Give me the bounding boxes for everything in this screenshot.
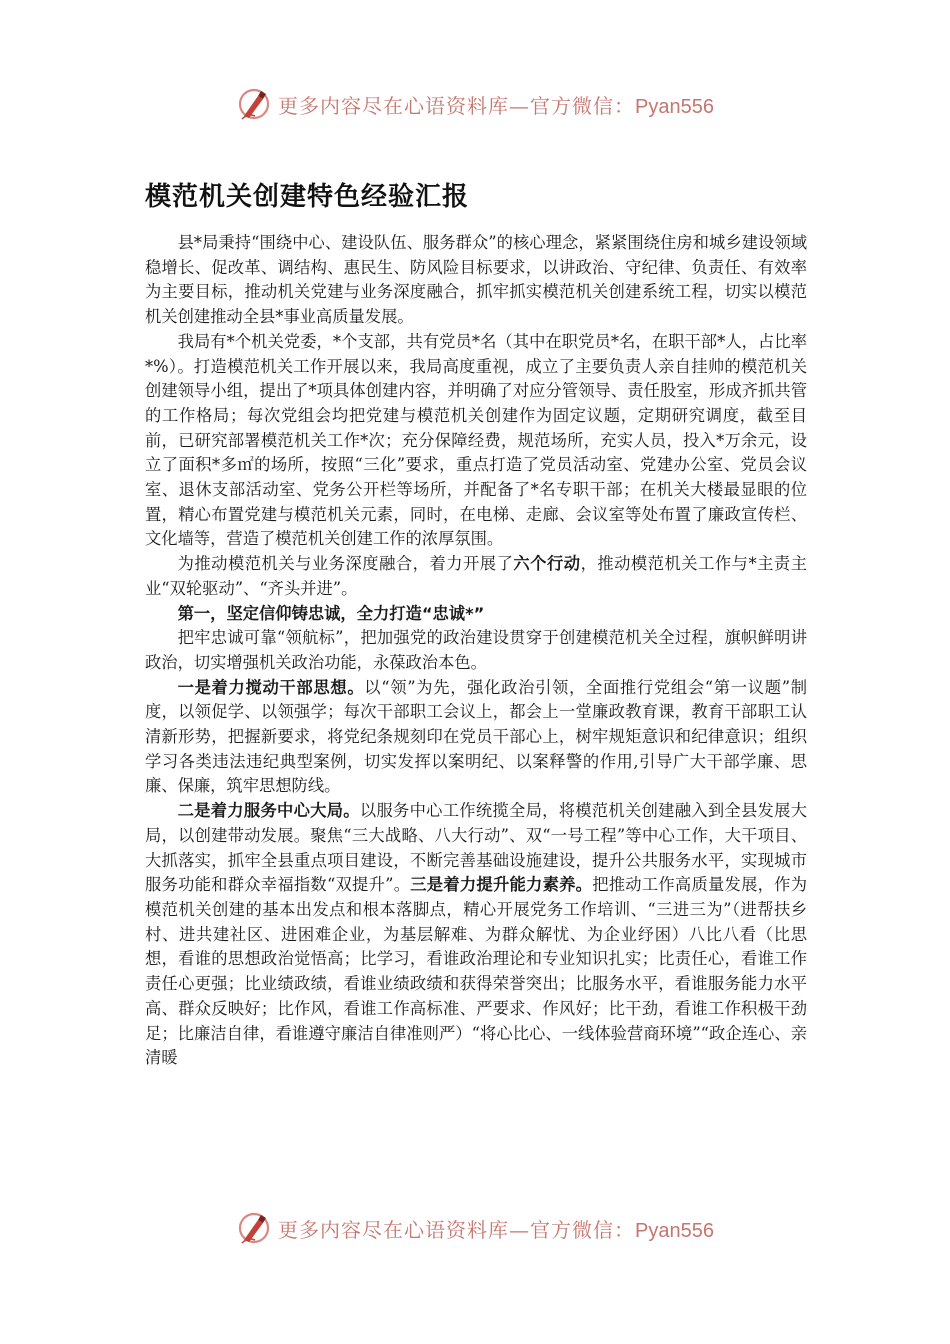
paragraph: 我局有*个机关党委，*个支部，共有党员*名（其中在职党员*名，在职干部*人，占比率*%）。打造模范机关工作开展以来，我局高度重视，成立了主要负责人亲自挂帅的模范机关创建领导小组，提出了*项具体创建内容，并明确了对应分管领导、责任股室，形成齐抓共管的工作格局；每次党组会均把党建与模范机关创建作为固定议题，定期研究调度，截至目前，已研究部署模范机关工作*次；充分保障经费，规范场所，充实人员，投入*万余元，设立了面积*多㎡的场所，按照“三化”要求，重点打造了党员活动室、党建办公室、党员会议室、退休支部活动室、党务公开栏等场所，并配备了*名专职干部；在机关大楼最显眼的位置，精心布置党建与模范机关元素，同时，在电梯、走廊、会议室等处布置了廉政宣传栏、文化墙等，营造了模范机关创建工作的浓厚氛围。 [145,331,807,549]
pen-logo-icon [236,1210,272,1246]
paragraph: 把牢忠诚可靠“领航标”，把加强党的政治建设贯穿于创建模范机关全过程，旗帜鲜明讲政治，切实增强机关政治功能，永葆政治本色。 [145,628,807,672]
paragraph: 二是着力服务中心大局。以服务中心工作统揽全局，将模范机关创建融入到全县发展大局，以创建带动发展。聚焦“三大战略、八大行动”、双“一号工程”等中心工作，大干项目、大抓落实，抓牢全县重点项目建设，不断完善基础设施建设，提升公共服务水平，实现城市服务功能和群众幸福指数“双提升”。三是着力提升能力素养。把推动工作高质量发展，作为模范机关创建的基本出发点和根本落脚点，精心开展党务工作培训、“三进三为”（进帮扶乡村、进共建社区、进困难企业，为基层解难、为群众解忧、为企业纾困）八比八看（比思想，看谁的思想政治觉悟高；比学习，看谁政治理论和专业知识扎实；比责任心，看谁工作责任心更强；比业绩政绩，看谁业绩政绩和获得荣誉突出；比服务水平，看谁服务能力水平高、群众反映好；比作风，看谁工作高标准、严要求、作风好；比干劲，看谁工作积极干劲足；比廉洁自律，看谁遵守廉洁自律准则严）“将心比心、一线体验营商环境”“政企连心、亲清暖 [145,801,807,1068]
banner-text: 更多内容尽在心语资料库—官方微信：Pyan556 [278,1217,714,1242]
pen-logo-icon [236,86,272,122]
header-watermark-banner [0,84,950,124]
footer-watermark-banner [0,1208,950,1248]
bold-phrase: 六个行动 [513,554,581,574]
section-heading: 第一，坚定信仰铸忠诚，全力打造“忠诚*” [177,603,485,623]
banner-text: 更多内容尽在心语资料库—官方微信：Pyan556 [278,93,714,118]
paragraph: 为推动模范机关与业务深度融合，着力开展了六个行动，推动模范机关工作与*主责主业“双轮驱动”、“齐头并进”。 [145,554,807,598]
bold-lead: 一是着力搅动干部思想。 [177,677,365,697]
document-title: 模范机关创建特色经验汇报 [145,182,470,212]
paragraph: 一是着力搅动干部思想。以“领”为先，强化政治引领，全面推行党组会“第一议题”制度，以领促学、以领强学；每次干部职工会议上，都会上一堂廉政教育课，教育干部职工认清新形势，把握新要求，将党纪条规刻印在党员干部心上，树牢规矩意识和纪律意识；组织学习各类违法违纪典型案例，切实发挥以案明纪、以案释警的作用,引导广大干部学廉、思廉、保廉，筑牢思想防线。 [145,677,807,796]
bold-lead: 三是着力提升能力素养。 [410,875,593,895]
document-body [145,231,807,1071]
bold-lead: 二是着力服务中心大局。 [177,801,360,821]
paragraph: 县*局秉持“围绕中心、建设队伍、服务群众”的核心理念，紧紧围绕住房和城乡建设领域稳增长、促改革、调结构、惠民生、防风险目标要求，以讲政治、守纪律、负责任、有效率为主要目标，推动机关党建与业务深度融合，抓牢抓实模范机关创建系统工程，切实以模范机关创建推动全县*事业高质量发展。 [145,233,807,327]
